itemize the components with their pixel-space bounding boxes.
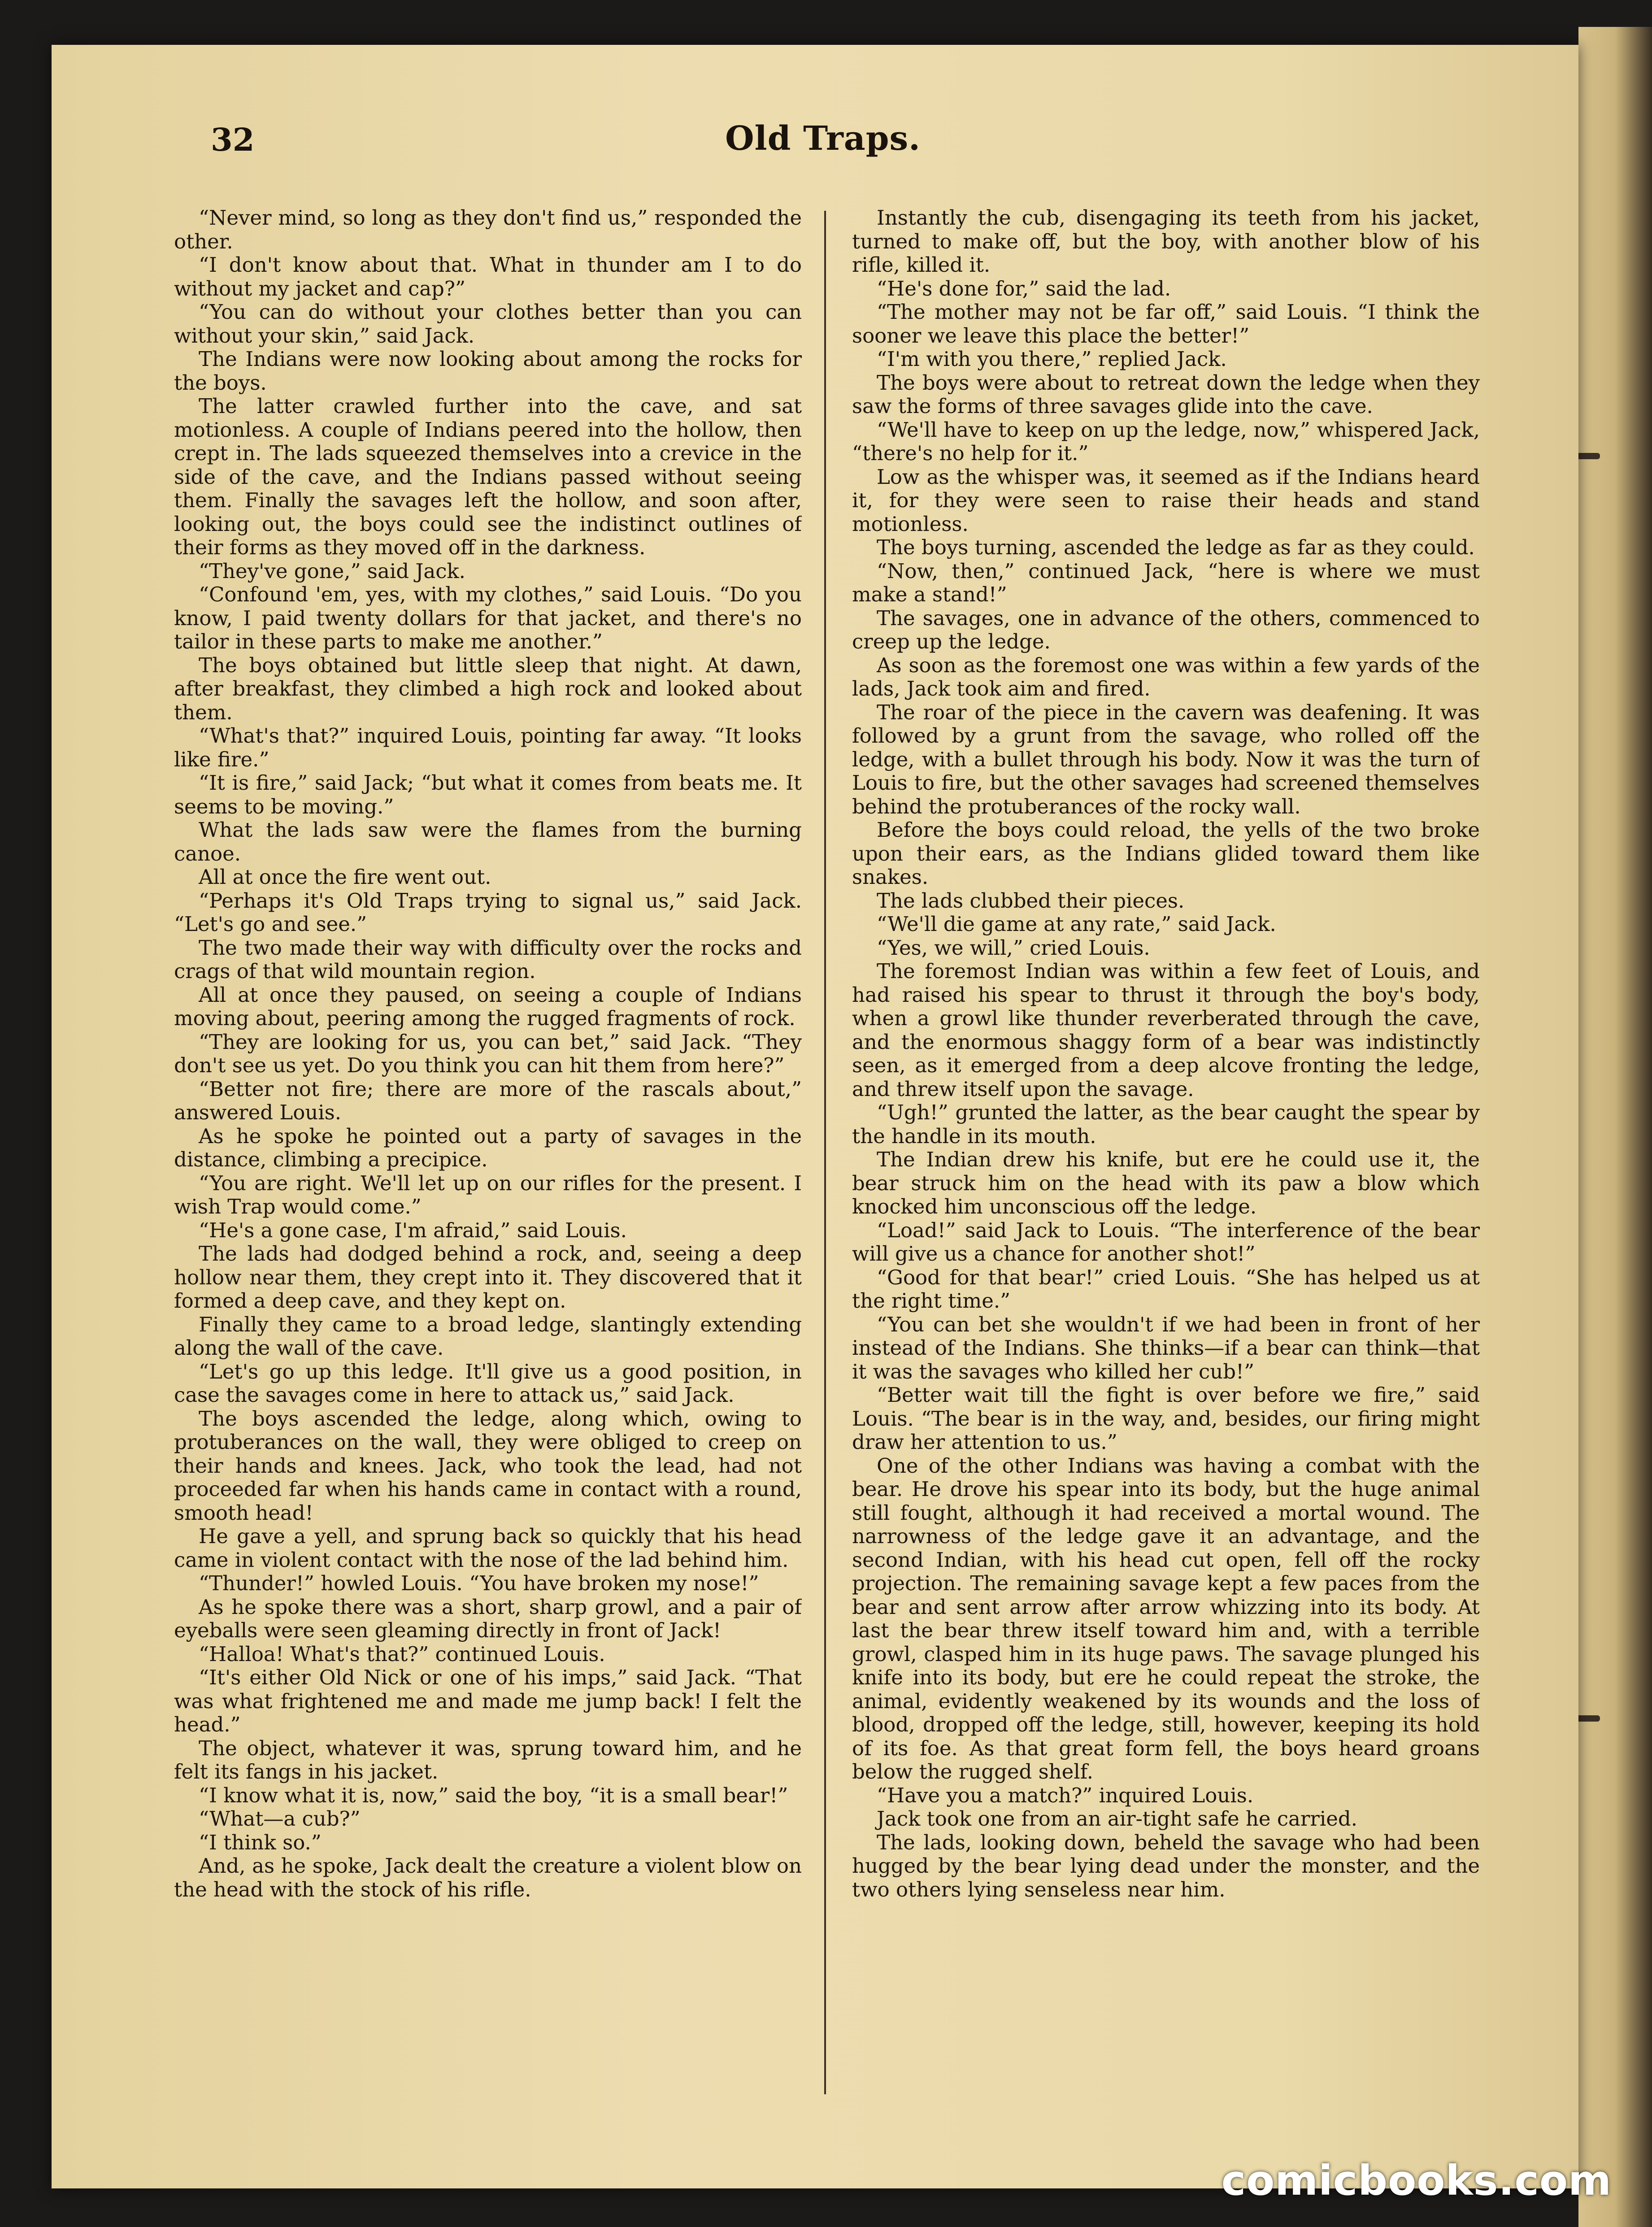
paragraph: “Yes, we will,” cried Louis. [877,935,1150,960]
paragraph: As he spoke there was a short, sharp growl, and a pair of eyeballs were seen gleaming directly in front of Jack! [174,1595,802,1642]
paragraph: “Have you a match?” inquired Louis. [877,1783,1254,1807]
page-number: 32 [211,121,255,158]
paragraph: “Good for that bear!” cried Louis. “She has helped us at the right time.” [852,1265,1480,1313]
paragraph: The boys obtained but little sleep that night. At dawn, after breakfast, they climbed a high rock and looked about them. [174,653,802,724]
paragraph: What the lads saw were the flames from the burning canoe. [174,818,802,866]
paragraph: “I know what it is, now,” said the boy, “it is a small bear!” [199,1783,788,1807]
paragraph: Finally they came to a broad ledge, slantingly extending along the wall of the cave. [174,1312,802,1360]
paragraph: “You are right. We'll let up on our rifles for the present. I wish Trap would come.” [174,1171,802,1218]
paragraph: “Now, then,” continued Jack, “here is where we must make a stand!” [852,559,1480,606]
paragraph: “Perhaps it's Old Traps trying to signal us,” said Jack. “Let's go and see.” [174,888,802,936]
paragraph: “He's done for,” said the lad. [877,276,1171,300]
paragraph: “They are looking for us, you can bet,” said Jack. “They don't see us yet. Do you think you can hit them from here?” [174,1030,802,1077]
paragraph: “Halloa! What's that?” continued Louis. [199,1642,605,1666]
paragraph: The boys turning, ascended the ledge as far as they could. [877,535,1475,559]
paragraph: “Better wait till the fight is over before we fire,” said Louis. “The bear is in the way, and, besides, our firing might draw her attention to us.” [852,1383,1480,1454]
paragraph: “I think so.” [199,1830,322,1854]
paragraph: “Never mind, so long as they don't find us,” responded the other. [174,206,802,253]
paragraph: As he spoke he pointed out a party of savages in the distance, climbing a precipice. [174,1124,802,1171]
paragraph: “It's either Old Nick or one of his imps,” said Jack. “That was what frightened me and made me jump back! I felt the head.” [174,1666,802,1736]
paragraph: “What's that?” inquired Louis, pointing far away. “It looks like fire.” [174,724,802,771]
paragraph: “He's a gone case, I'm afraid,” said Louis. [199,1218,627,1242]
paragraph: Low as the whisper was, it seemed as if the Indians heard it, for they were seen to raise their heads and stand motionless. [852,465,1480,536]
paragraph: Before the boys could reload, the yells of the two broke upon their ears, as the Indians glided toward them like snakes. [852,818,1480,889]
running-title: Old Traps. [725,119,921,158]
paragraph: The roar of the piece in the cavern was deafening. It was followed by a grunt from the savage, who rolled off the ledge, with a bullet through his body. Now it was the turn of Louis to fire, but the other savages had screened themselves behind the protuberances of the rocky wall. [852,700,1480,818]
paragraph: “We'll have to keep on up the ledge, now,” whispered Jack, “there's no help for it.” [852,418,1480,465]
paragraph: The boys ascended the ledge, along which, owing to protuberances on the wall, they were obliged to creep on their hands and knees. Jack, who took the lead, had not proceeded far when his hands came in contact with a round, smooth head! [174,1406,802,1525]
paragraph: “Load!” said Jack to Louis. “The interference of the bear will give us a chance for another shot!” [852,1218,1480,1266]
paragraph: “I don't know about that. What in thunder am I to do without my jacket and cap?” [174,253,802,300]
paragraph: The Indian drew his knife, but ere he could use it, the bear struck him on the head with its paw a blow which knocked him unconscious off the ledge. [852,1148,1480,1218]
paragraph: The lads, looking down, beheld the savage who had been hugged by the bear lying dead under the monster, and the two others lying senseless near him. [852,1830,1480,1901]
paragraph: All at once they paused, on seeing a couple of Indians moving about, peering among the rugged fragments of rock. [174,983,802,1030]
paragraph: All at once the fire went out. [199,865,491,889]
paragraph: “Ugh!” grunted the latter, as the bear caught the spear by the handle in its mouth. [852,1100,1480,1148]
paragraph: “What—a cub?” [199,1807,361,1831]
paragraph: “You can do without your clothes better than you can without your skin,” said Jack. [174,300,802,348]
paragraph: The savages, one in advance of the others, commenced to creep up the ledge. [852,606,1480,653]
paragraph: The two made their way with difficulty over the rocks and crags of that wild mountain region. [174,935,802,983]
paragraph: “You can bet she wouldn't if we had been in front of her instead of the Indians. She thinks—if a bear can think—that it was the savages who killed her cub!” [852,1312,1480,1383]
paragraph: Instantly the cub, disengaging its teeth from his jacket, turned to make off, but the boy, with another blow of his rifle, killed it. [852,206,1480,277]
paragraph: The lads had dodged behind a rock, and, seeing a deep hollow near them, they crept into it. They discovered that it formed a deep cave, and they kept on. [174,1242,802,1313]
paragraph: The boys were about to retreat down the ledge when they saw the forms of three savages glide into the cave. [852,370,1480,418]
paragraph: And, as he spoke, Jack dealt the creature a violent blow on the head with the stock of his rifle. [174,1854,802,1901]
paragraph: He gave a yell, and sprung back so quickly that his head came in violent contact with the nose of the lad behind him. [174,1524,802,1572]
paragraph: “Thunder!” howled Louis. “You have broken my nose!” [199,1571,759,1595]
paragraph: “The mother may not be far off,” said Louis. “I think the sooner we leave this place the better!” [852,300,1480,348]
paragraph: The object, whatever it was, sprung toward him, and he felt its fangs in his jacket. [174,1736,802,1783]
watermark: comicbooks.com [1221,2157,1612,2205]
paragraph: The foremost Indian was within a few feet of Louis, and had raised his spear to thrust it through the boy's body, when a growl like thunder reverberated through the cave, and the enormous shaggy form of a bear was indistinctly seen, as it emerged from a deep alcove fronting the ledge, and threw itself upon the savage. [852,959,1480,1101]
right-text-column [852,206,1480,2099]
column-divider [824,211,826,2094]
paragraph: The lads clubbed their pieces. [877,888,1185,913]
paragraph: “Let's go up this ledge. It'll give us a good position, in case the savages come in here to attack us,” said Jack. [174,1359,802,1407]
paragraph: As soon as the foremost one was within a few yards of the lads, Jack took aim and fired. [852,653,1480,700]
binding-spine [1578,27,1652,2227]
paragraph: One of the other Indians was having a combat with the bear. He drove his spear into its body, but the huge animal still fought, although it had received a mortal wound. The narrowness of the ledge gave it an advantage, and the second Indian, with his head cut open, fell off the rocky projection. The remaining savage kept a few paces from the bear and sent arrow after arrow whizzing into its body. At last the bear threw itself toward him and, with a terrible growl, clasped him in its huge paws. The savage plunged his knife into its body, but ere he could repeat the stroke, the animal, evidently weakened by its wounds and the loss of blood, dropped off the ledge, still, however, keeping its hold of its foe. As that great form fell, the boys heard groans below the rugged shelf. [852,1453,1480,1783]
paragraph: The Indians were now looking about among the rocks for the boys. [174,347,802,395]
paragraph: “Confound 'em, yes, with my clothes,” said Louis. “Do you know, I paid twenty dollars for that jacket, and there's no tailor in these parts to make me another.” [174,583,802,653]
page-header [157,121,1489,161]
paragraph: “We'll die game at any rate,” said Jack. [877,912,1276,936]
paragraph: Jack took one from an air-tight safe he carried. [877,1807,1358,1831]
paragraph: “I'm with you there,” replied Jack. [877,347,1227,371]
paragraph: The latter crawled further into the cave, and sat motionless. A couple of Indians peered into the hollow, then crept in. The lads squeezed themselves into a crevice in the side of the cave, and the Indians passed without seeing them. Finally the savages left the hollow, and soon after, looking out, the boys could see the indistinct outlines of their forms as they moved off in the darkness. [174,394,802,559]
paragraph: “They've gone,” said Jack. [199,559,465,583]
left-text-column [174,206,802,2099]
paragraph: “Better not fire; there are more of the rascals about,” answered Louis. [174,1077,802,1124]
paragraph: “It is fire,” said Jack; “but what it comes from beats me. It seems to be moving.” [174,771,802,818]
